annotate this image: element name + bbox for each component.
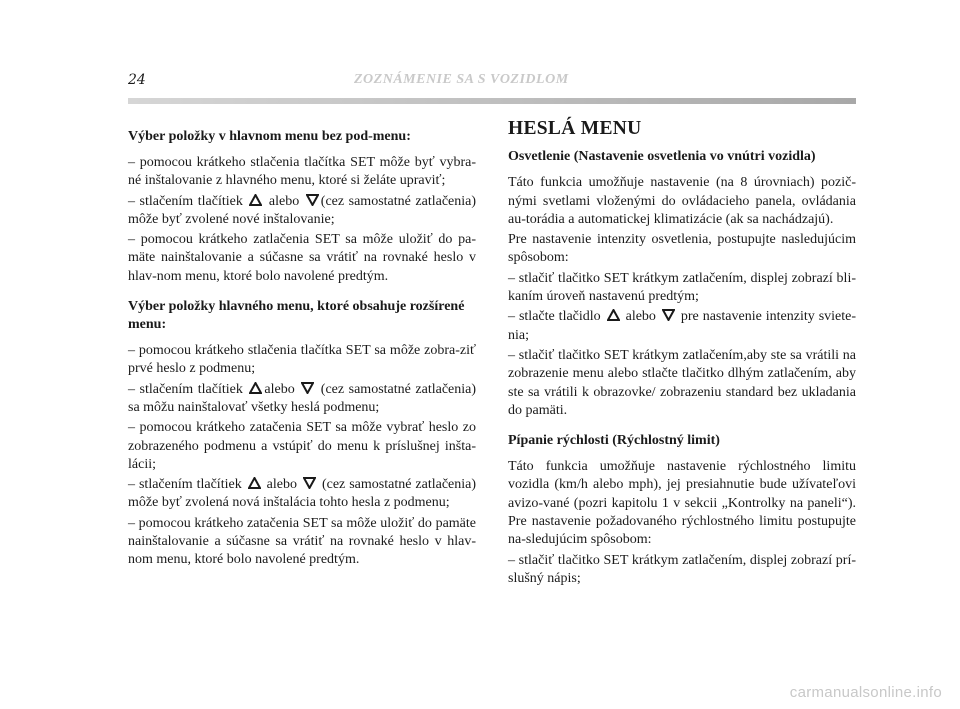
page-number: 24: [128, 72, 146, 88]
text: alebo: [266, 477, 297, 493]
paragraph: – pomocou krátkeho stlačenia tlačítka SET sa môže zobra-ziť prvé heslo z podmenu;: [128, 343, 476, 377]
triangle-down-icon: [303, 477, 316, 489]
paragraph: Táto funkcia umožňuje nastavenie (na 8 úrovniach) pozič-nými svetlami vloženými do ovládacieho panela, ovládania au-torádia a automatickej klimatizácie (ak sa nachádzajú).: [508, 175, 856, 227]
right-column: [508, 120, 856, 590]
paragraph: Táto funkcia umožňuje nastavenie rýchlostného limitu vozidla (km/h alebo mph), jej presiahnutie bude užívateľovi avizo-vané (pozri kapitolu 1 v sekcii „Kontrolky na paneli“). Pre nastavenie požadovaného rýchlostného limitu postupujte na-sledujúcim spôsobom:: [508, 459, 856, 548]
paragraph: [508, 308, 856, 345]
paragraph: Pre nastavenie intenzity osvetlenia, postupujte nasledujúcim spôsobom:: [508, 232, 856, 266]
page-header: [128, 72, 856, 104]
triangle-up-icon: [249, 194, 262, 206]
text: alebo: [264, 381, 295, 397]
paragraph: – pomocou krátkeho zatačenia SET sa môže uložiť do pamäte nainštalovanie a súčasne sa vrátiť na rovnaké heslo v hlav-nom menu, ktoré bolo navolené predtým.: [128, 515, 476, 568]
text: alebo: [268, 193, 300, 209]
header-rule: [128, 98, 856, 104]
paragraph: – pomocou krátkeho zatačenia SET sa môže vybrať heslo zo zobrazeného podmenu a vstúpiť do menu k príslušnej inšta-lácii;: [128, 420, 476, 472]
section-heading: Výber položky hlavného menu, ktoré obsahuje rozšírené menu:: [128, 299, 465, 333]
triangle-down-icon: [306, 194, 319, 206]
paragraph: – stlačiť tlačitko SET krátkym zatlačením, displej zobrazí prí-slušný nápis;: [508, 552, 856, 586]
paragraph: – pomocou krátkeho stlačenia tlačítka SET môže byť vybra-né inštalovanie z hlavného menu, ktoré si želáte upraviť;: [128, 155, 476, 189]
text: (cez samostatné zatlačenia) sa môžu nainštalovať všetky heslá podmenu;: [128, 381, 477, 415]
text: – stlačte tlačidlo: [508, 309, 601, 325]
text: – stlačením tlačítiek: [128, 193, 243, 209]
paragraph: [128, 476, 476, 513]
text: – stlačením tlačítiek: [128, 477, 242, 493]
triangle-up-icon: [248, 477, 261, 489]
section-heading: Výber položky v hlavnom menu bez pod-menu:: [128, 129, 411, 144]
triangle-down-icon: [662, 309, 675, 321]
page-title: ZOZNÁMENIE SA S VOZIDLOM: [354, 72, 569, 87]
text: pre nastavenie intenzity sviete-nia;: [508, 309, 857, 343]
text: (cez samostatné zatlačenia) môže byť zvolená nová inštalácia tohto hesla z podmenu;: [128, 477, 477, 511]
paragraph: [128, 193, 476, 230]
text: – stlačením tlačítiek: [128, 381, 243, 397]
text: (cez samostatné zatlačenia) môže byť zvolené nové inštalovanie;: [128, 193, 477, 227]
paragraph: [128, 381, 476, 418]
paragraph: – stlačiť tlačitko SET krátkym zatlačením,aby ste sa vrátili na zobrazenie menu alebo stlačte tlačitko dlhým zatlačením, aby ste sa vrátili k obrazovke/ zobrazeniu standard bez ukladania do pamäti.: [508, 347, 856, 418]
left-column: [128, 128, 476, 572]
triangle-up-icon: [607, 309, 620, 321]
section-heading: Osvetlenie (Nastavenie osvetlenia vo vnútri vozidla): [508, 149, 816, 165]
triangle-up-icon: [249, 382, 262, 394]
watermark[interactable]: carmanualsonline.info: [789, 684, 942, 701]
text: alebo: [625, 309, 656, 325]
section-heading: Pípanie rýchlosti (Rýchlostný limit): [508, 433, 720, 449]
paragraph: – pomocou krátkeho zatlačenia SET sa môže uložiť do pa-mäte nainštalovanie a súčasne sa vrátiť na rovnaké heslo v hlav-nom menu, ktoré bolo navolené predtým.: [128, 232, 476, 284]
paragraph: – stlačiť tlačitko SET krátkym zatlačením, displej zobrazí bli-kaním úroveň nastavenú predtým;: [508, 270, 856, 305]
triangle-down-icon: [301, 382, 314, 394]
menu-title: HESLÁ MENU: [508, 118, 642, 139]
